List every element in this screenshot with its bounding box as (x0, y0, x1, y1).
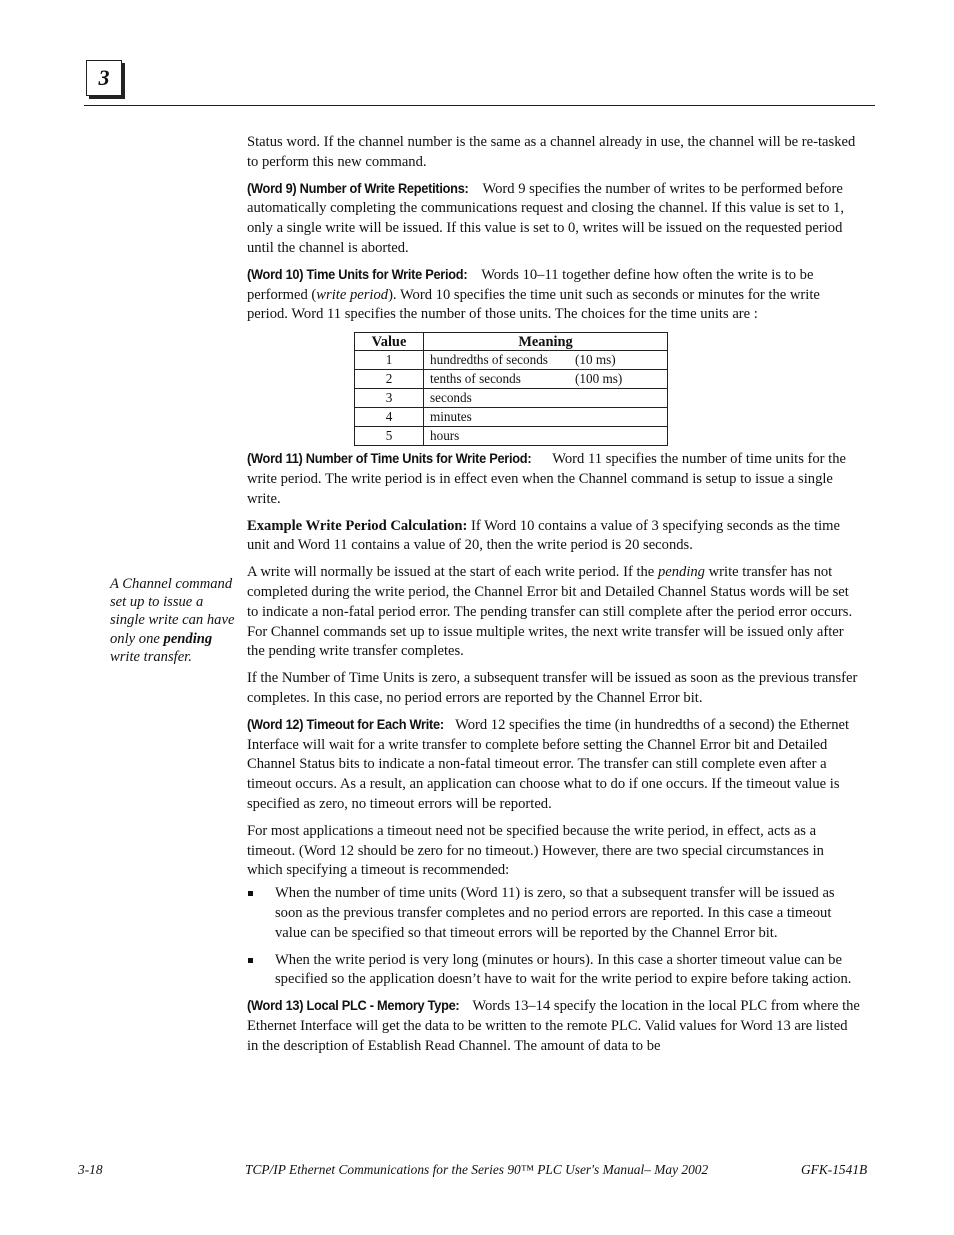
time-units-table (354, 332, 668, 446)
margin-note-bold: pending (163, 630, 213, 647)
header-rule (84, 105, 875, 106)
heading-word-9: (Word 9) Number of Write Repetitions: (247, 180, 469, 197)
table-cell-meaning (424, 370, 668, 389)
chapter-number: 3 (98, 65, 110, 90)
table-row (355, 351, 668, 370)
margin-note-post: write transfer. (110, 648, 192, 665)
table-cell-value: 3 (355, 389, 424, 408)
list-item: When the write period is very long (minutes or hours). In this case a shorter timeout value can be specified so the application doesn’t have to wait for the write period to expire before taking action. (275, 951, 860, 991)
paragraph-example (247, 517, 860, 557)
table-cell-meaning-text: tenths of seconds (430, 371, 521, 387)
footer-title: TCP/IP Ethernet Communications for the Series 90™ PLC User's Manual– May 2002 (245, 1162, 709, 1177)
table-header-meaning: Meaning (424, 333, 668, 351)
footer-doc-id: GFK-1541B (801, 1162, 868, 1177)
table-cell-value: 5 (355, 427, 424, 446)
table-row (355, 370, 668, 389)
heading-word-12: (Word 12) Timeout for Each Write: (247, 716, 444, 733)
table-cell-meaning (424, 351, 668, 370)
text-normal-a: A write will normally be issued at the start of each write period. If the (247, 564, 655, 581)
text-word-10-a: Words 10–11 together define how often the write is to be performed ( (247, 266, 814, 303)
text-word-12: Word 12 specifies the time (in hundredths of a second) the Ethernet Interface will wait for a write transfer to complete before setting the Channel Error bit and Detailed Channel Status bits to indicate a non-fatal timeout error. The transfer can still complete even after a timeout occurs. As a result, an application can choose what to do if one occurs. If the timeout value is specified as zero, no timeout errors will be reported. (247, 716, 850, 812)
margin-note-pre: A Channel command set up to issue a single write can have only one (110, 576, 235, 647)
heading-word-10: (Word 10) Time Units for Write Period: (247, 266, 468, 283)
table-cell-meaning: hours (424, 427, 668, 446)
table-row (355, 389, 668, 408)
table-header-value: Value (355, 333, 424, 351)
text-example: If Word 10 contains a value of 3 specifying seconds as the time unit and Word 11 contains a value of 20, then the write period is 20 seconds. (247, 517, 841, 554)
paragraph-word-10 (247, 266, 860, 325)
table-cell-meaning-text: hundredths of seconds (430, 352, 548, 368)
paragraph-word-12 (247, 716, 860, 815)
text-word-9: Word 9 specifies the number of writes to be performed before automatically completing the communications request and closing the channel. If this value is set to 1, only a single write will be issued. If this value is set to 0, writes will be issued on the requested period until the channel is aborted. (247, 180, 844, 256)
paragraph-normal-write (247, 563, 860, 662)
heading-word-13: (Word 13) Local PLC - Memory Type: (247, 998, 460, 1015)
table-cell-meaning: minutes (424, 408, 668, 427)
paragraph-zero-units: If the Number of Time Units is zero, a subsequent transfer will be issued as soon as the previous transfer completes. In this case, no period errors are reported by the Channel Error bit. (247, 670, 858, 706)
heading-word-11: (Word 11) Number of Time Units for Write Period: (247, 451, 532, 468)
table-row (355, 408, 668, 427)
paragraph-word-13 (247, 997, 860, 1056)
table-header-row (355, 333, 668, 351)
paragraph-status-word: Status word. If the channel number is the same as a channel already in use, the channel will be re-tasked to perform this new command. (247, 134, 856, 170)
paragraph-timeout-advice: For most applications a timeout need not be specified because the write period, in effect, acts as a timeout. (Word 12 should be zero for no timeout.) However, there are two special circumstances in which specifying a timeout is recommended: (247, 822, 824, 879)
list-item: When the number of time units (Word 11) is zero, so that a subsequent transfer will be issued as soon as the previous transfer completes and no period errors are reported. In this case a timeout value can be specified so that timeout errors will be reported by the Channel Error bit. (275, 884, 860, 943)
text-word-10-b: ). Word 10 specifies the time unit such as seconds or minutes for the write period. Word 11 specifies the number of those units. The choices for the time units are : (247, 286, 820, 323)
table-cell-meaning: seconds (424, 389, 668, 408)
bullet-list (247, 884, 860, 990)
margin-note (110, 575, 236, 666)
table-cell-note: (10 ms) (575, 352, 616, 368)
table-cell-value: 1 (355, 351, 424, 370)
text-word-11: Word 11 specifies the number of time units for the write period. The write period is in effect even when the Channel command is setup to issue a single write. (247, 451, 847, 507)
table-cell-value: 4 (355, 408, 424, 427)
paragraph-word-9 (247, 180, 860, 259)
footer-page-number: 3-18 (78, 1162, 103, 1177)
heading-example: Example Write Period Calculation: (247, 517, 468, 534)
paragraph-word-11 (247, 450, 860, 509)
chapter-number-box (86, 60, 122, 96)
text-normal-italic: pending (657, 564, 705, 581)
table-row (355, 427, 668, 446)
text-normal-b: write transfer has not completed during the write period, the Channel Error bit and Detailed Channel Status words will be set to indicate a non-fatal period error. The pending transfer can still complete after the period error occurs. For Channel commands set up to issue multiple writes, the next write transfer will be issued only after the pending write transfer completes. (247, 564, 853, 660)
main-text (247, 133, 860, 1063)
table-cell-note: (100 ms) (575, 371, 623, 387)
text-word-10-italic: write period (316, 286, 389, 303)
table-cell-value: 2 (355, 370, 424, 389)
text-word-13: Words 13–14 specify the location in the local PLC from where the Ethernet Interface will get the data to be written to the remote PLC. Valid values for Word 13 are listed in the description of Establish Read Channel. The amount of data to be (247, 998, 860, 1054)
